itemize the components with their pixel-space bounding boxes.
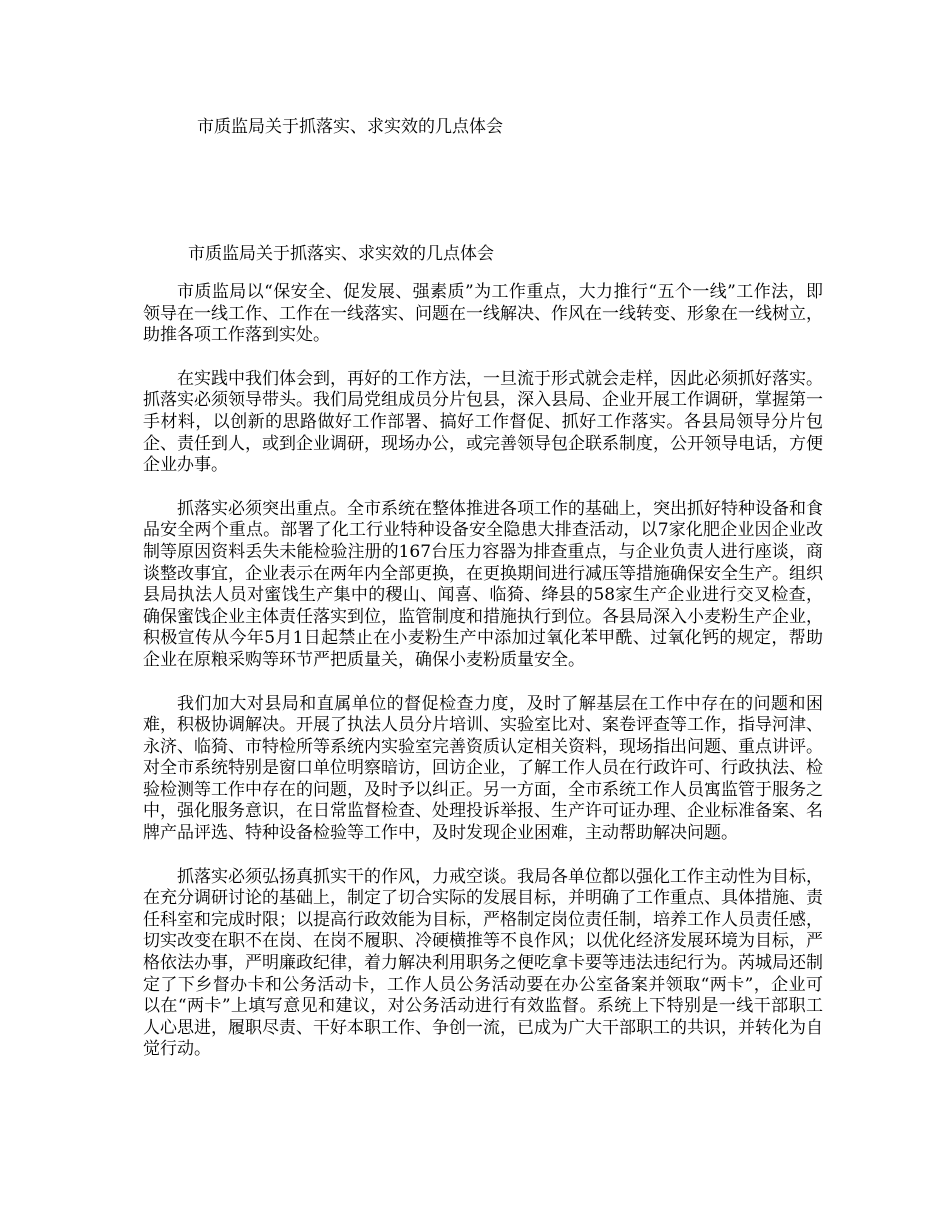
paragraph-1: 市质监局以“保安全、促发展、强素质”为工作重点，大力推行“五个一线”工作法，即领导在一线工作、工作在一线落实、问题在一线解决、作风在一线转变、形象在一线树立，助推各项工作落到实处。 [143, 282, 823, 346]
header-title: 市质监局关于抓落实、求实效的几点体会 [197, 117, 503, 137]
paragraph-4: 我们加大对县局和直属单位的督促检查力度，及时了解基层在工作中存在的问题和困难，积极协调解决。开展了执法人员分片培训、实验室比对、案卷评查等工作，指导河津、永济、临猗、市特检所等系统内实验室完善资质认定相关资料，现场指出问题、重点讲评。对全市系统特别是窗口单位明察暗访，回访企业，了解工作人员在行政许可、行政执法、检验检测等工作中存在的问题，及时予以纠正。另一方面，全市系统工作人员寓监管于服务之中，强化服务意识，在日常监督检查、处理投诉举报、生产许可证办理、企业标准备案、名牌产品评选、特种设备检验等工作中，及时发现企业困难，主动帮助解决问题。 [143, 693, 823, 844]
document-title: 市质监局关于抓落实、求实效的几点体会 [188, 244, 494, 264]
paragraph-2: 在实践中我们体会到，再好的工作方法，一旦流于形式就会走样，因此必须抓好落实。抓落实必须领导带头。我们局党组成员分片包县，深入县局、企业开展工作调研，掌握第一手材料，以创新的思路做好工作部署、搞好工作督促、抓好工作落实。各县局领导分片包企、责任到人，或到企业调研，现场办公，或完善领导包企联系制度，公开领导电话，方便企业办事。 [143, 368, 823, 476]
paragraph-3: 抓落实必须突出重点。全市系统在整体推进各项工作的基础上，突出抓好特种设备和食品安全两个重点。部署了化工行业特种设备安全隐患大排查活动，以7家化肥企业因企业改制等原因资料丢失未能检验注册的167台压力容器为排查重点，与企业负责人进行座谈，商谈整改事宜，企业表示在两年内全部更换，在更换期间进行减压等措施确保安全生产。组织县局执法人员对蜜饯生产集中的稷山、闻喜、临猗、绛县的58家生产企业进行交叉检查，确保蜜饯企业主体责任落实到位，监管制度和措施执行到位。各县局深入小麦粉生产企业，积极宣传从今年5月1日起禁止在小麦粉生产中添加过氧化苯甲酰、过氧化钙的规定，帮助企业在原粮采购等环节严把质量关，确保小麦粉质量安全。 [143, 498, 823, 670]
paragraph-5: 抓落实必须弘扬真抓实干的作风，力戒空谈。我局各单位都以强化工作主动性为目标，在充分调研讨论的基础上，制定了切合实际的发展目标，并明确了工作重点、具体措施、责任科室和完成时限；以提高行政效能为目标，严格制定岗位责任制，培养工作人员责任感，切实改变在职不在岗、在岗不履职、冷硬横推等不良作风；以优化经济发展环境为目标，严格依法办事，严明廉政纪律，着力解决利用职务之便吃拿卡要等违法违纪行为。芮城局还制定了下乡督办卡和公务活动卡，工作人员公务活动要在办公室备案并领取“两卡”，企业可以在“两卡”上填写意见和建议，对公务活动进行有效监督。系统上下特别是一线干部职工人心思进，履职尽责、干好本职工作、争创一流，已成为广大干部职工的共识，并转化为自觉行动。 [143, 866, 823, 1060]
document-body [143, 282, 823, 1083]
